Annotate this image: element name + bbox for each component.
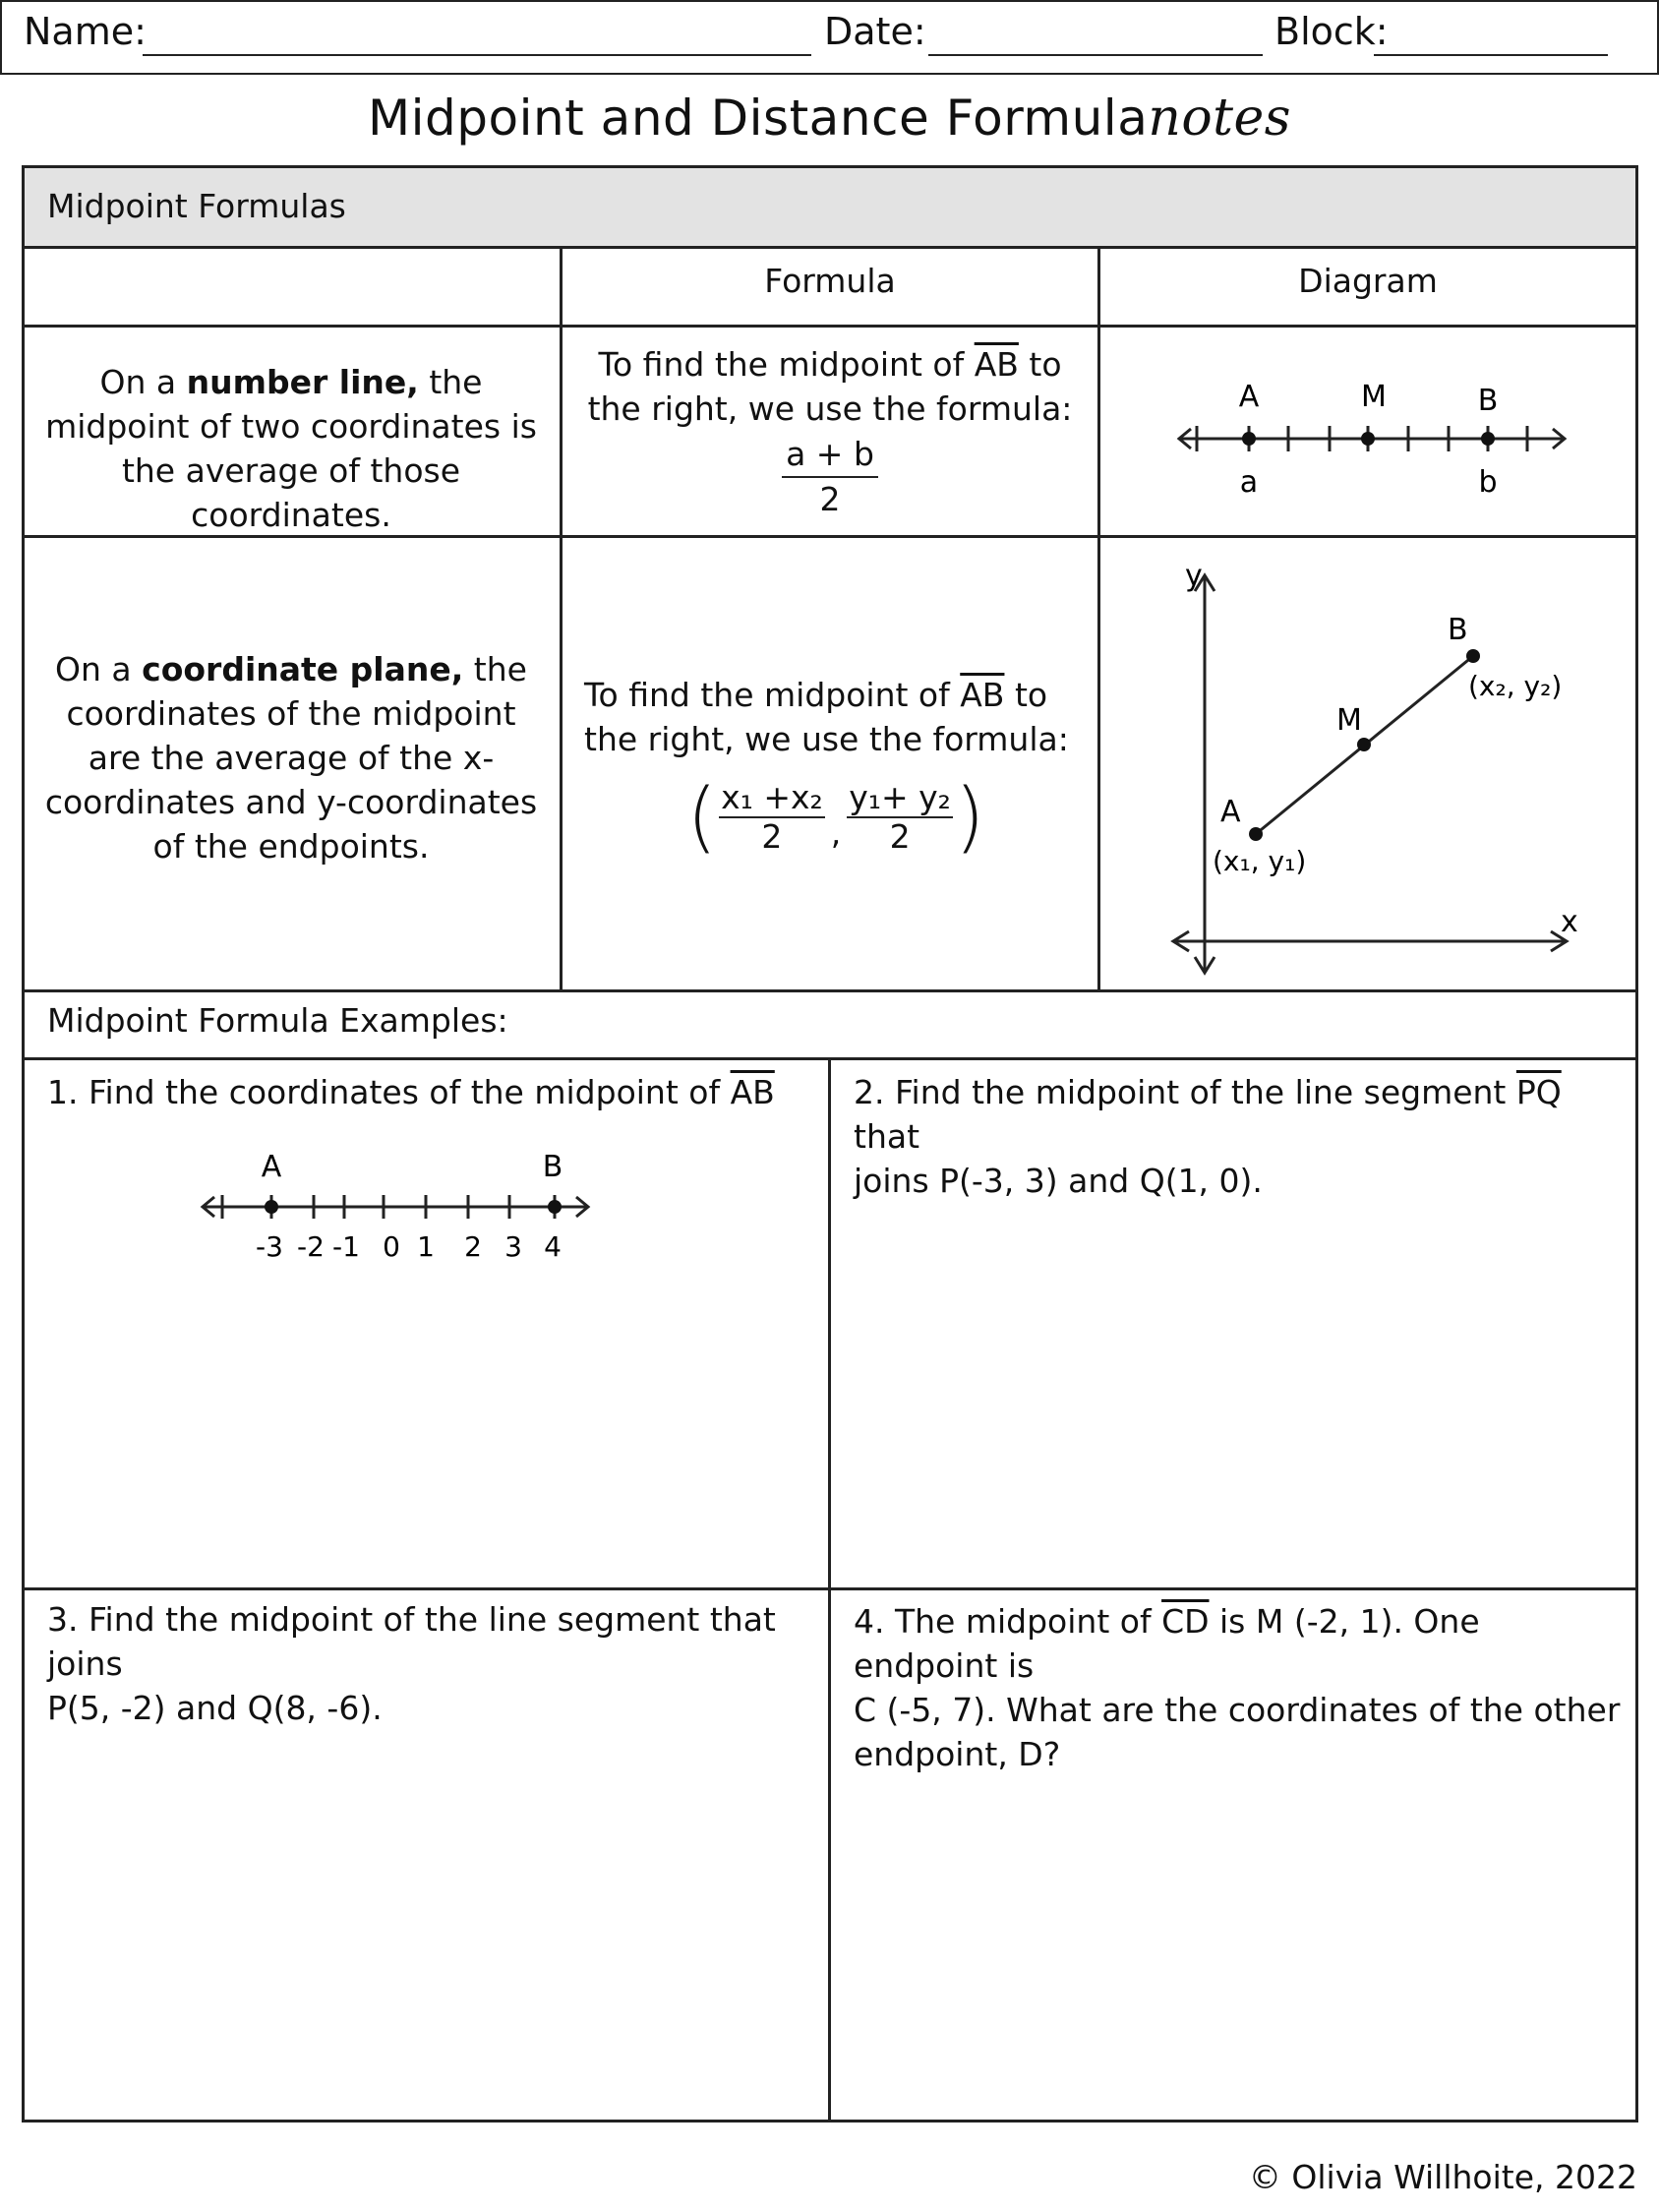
- point-m: [1357, 738, 1371, 751]
- segment-label: $\overline{AB}$: [730, 1073, 775, 1111]
- coordinate-plane-description: [39, 647, 543, 868]
- tick-label: -1: [332, 1230, 360, 1263]
- example-4-prompt: [854, 1599, 1621, 1776]
- title-main: Midpoint and Distance Formula: [368, 90, 1149, 147]
- point-a: [1249, 827, 1263, 841]
- point-b: [1466, 649, 1480, 663]
- number-line-diagram: [1100, 328, 1635, 535]
- example-text: 2. Find the midpoint of the line segment: [854, 1073, 1507, 1111]
- comma: ,: [830, 812, 842, 852]
- copyright-footer: © Olivia Willhoite, 2022: [1248, 2158, 1637, 2196]
- y-numerator: y₁+ y₂: [849, 778, 951, 816]
- x-numerator: x₁ +x₂: [721, 778, 823, 816]
- name-label: Name:: [24, 10, 147, 53]
- block-field[interactable]: [1374, 54, 1608, 56]
- x-denominator: 2: [761, 817, 783, 856]
- name-field[interactable]: [143, 54, 811, 56]
- point-b: [1481, 432, 1495, 446]
- segment-label: $\overline{PQ}$: [1515, 1073, 1562, 1111]
- number-line-formula: [568, 342, 1092, 521]
- desc-text: On a: [55, 650, 132, 688]
- y-fraction: [847, 779, 953, 856]
- example-1-prompt: [47, 1070, 814, 1114]
- label-a: A: [1220, 795, 1241, 829]
- sub-label-a: a: [1239, 465, 1259, 500]
- example-1-number-line: [187, 1141, 620, 1279]
- page-title: [0, 89, 1659, 148]
- number-line-description: [39, 360, 543, 537]
- formula-text: to: [1014, 676, 1048, 714]
- example-text: that: [854, 1117, 920, 1156]
- y-denominator: 2: [889, 817, 911, 856]
- column-header-diagram: Diagram: [1298, 262, 1438, 300]
- desc-text: the midpoint of two coordinates is the average of those coordinates.: [45, 363, 537, 534]
- midpoint-coordinate-formula: [669, 773, 1003, 862]
- header-bar: [0, 0, 1659, 75]
- coordinate-plane-diagram: [1100, 538, 1635, 989]
- table-divider: [560, 246, 563, 991]
- fraction-numerator: a + b: [782, 433, 878, 478]
- label-m: M: [1361, 380, 1387, 414]
- column-header-formula: Formula: [764, 262, 896, 300]
- desc-bold-term: number line,: [186, 363, 419, 401]
- fraction: [782, 433, 878, 521]
- segment-label: $\overline{CD}$: [1161, 1602, 1210, 1641]
- formula-text: to: [1029, 345, 1062, 384]
- example-text: 4. The midpoint of: [854, 1602, 1152, 1641]
- desc-text: the coordinates of the midpoint are the average of the x-coordinates and y-coordinates of the endpoints.: [44, 650, 538, 866]
- segment-label: $\overline{AB}$: [960, 676, 1005, 714]
- label-a: A: [261, 1150, 282, 1184]
- x-fraction: [719, 779, 825, 856]
- date-field[interactable]: [928, 54, 1263, 56]
- sub-label-b: b: [1478, 465, 1498, 500]
- label-b: B: [1477, 384, 1499, 418]
- formula-text: To find the midpoint of: [598, 345, 965, 384]
- table-border-right: [1635, 165, 1638, 2122]
- tick-label: -3: [256, 1230, 283, 1263]
- example-text: 3. Find the midpoint of the line segment that joins: [47, 1600, 776, 1683]
- table-border-left: [22, 165, 25, 2122]
- paren-open: (: [686, 773, 718, 862]
- point-a: [1242, 432, 1256, 446]
- example-text: 1. Find the coordinates of the midpoint of: [47, 1073, 721, 1111]
- example-text: C (-5, 7). What are the coordinates of the other: [854, 1691, 1621, 1729]
- x-axis-label: x: [1561, 905, 1578, 939]
- formula-text: To find the midpoint of: [584, 676, 950, 714]
- example-text: joins P(-3, 3) and Q(1, 0).: [854, 1162, 1263, 1200]
- paren-close: ): [954, 773, 985, 862]
- tick-label: 4: [544, 1230, 562, 1263]
- fraction-denominator: 2: [819, 480, 841, 518]
- y-axis-label: y: [1185, 559, 1203, 593]
- coordinate-plane-formula: [568, 673, 1092, 761]
- coord-b: (x₂, y₂): [1468, 670, 1563, 702]
- point-b: [548, 1200, 562, 1214]
- section-label-examples: Midpoint Formula Examples:: [47, 1001, 508, 1040]
- example-text: is M (-2, 1). One endpoint is: [854, 1602, 1480, 1685]
- label-a: A: [1238, 380, 1260, 414]
- tick-label: 0: [383, 1230, 400, 1263]
- example-3-prompt: [47, 1597, 814, 1730]
- point-m: [1361, 432, 1375, 446]
- tick-label: 2: [464, 1230, 482, 1263]
- segment-label: $\overline{AB}$: [974, 345, 1019, 384]
- desc-bold-term: coordinate plane,: [142, 650, 464, 688]
- example-text: endpoint, D?: [854, 1735, 1061, 1773]
- table-divider: [22, 989, 1638, 992]
- label-m: M: [1336, 703, 1362, 738]
- example-text: P(5, -2) and Q(8, -6).: [47, 1689, 383, 1727]
- point-a: [265, 1200, 278, 1214]
- table-border-top: [22, 165, 1638, 168]
- label-b: B: [1448, 613, 1468, 647]
- label-b: B: [542, 1150, 563, 1184]
- example-2-prompt: [854, 1070, 1621, 1203]
- block-label: Block:: [1274, 10, 1389, 53]
- coord-a: (x₁, y₁): [1213, 845, 1307, 877]
- section-label-midpoint: Midpoint Formulas: [47, 187, 346, 225]
- date-label: Date:: [824, 10, 926, 53]
- tick-label: 3: [504, 1230, 522, 1263]
- tick-label: -2: [297, 1230, 325, 1263]
- title-notes: notes: [1148, 89, 1291, 148]
- formula-text: the right, we use the formula:: [584, 720, 1069, 758]
- desc-text: On a: [99, 363, 177, 401]
- table-divider: [22, 246, 1638, 249]
- tick-label: 1: [417, 1230, 435, 1263]
- formula-text: the right, we use the formula:: [587, 389, 1073, 428]
- table-divider: [828, 1057, 831, 2122]
